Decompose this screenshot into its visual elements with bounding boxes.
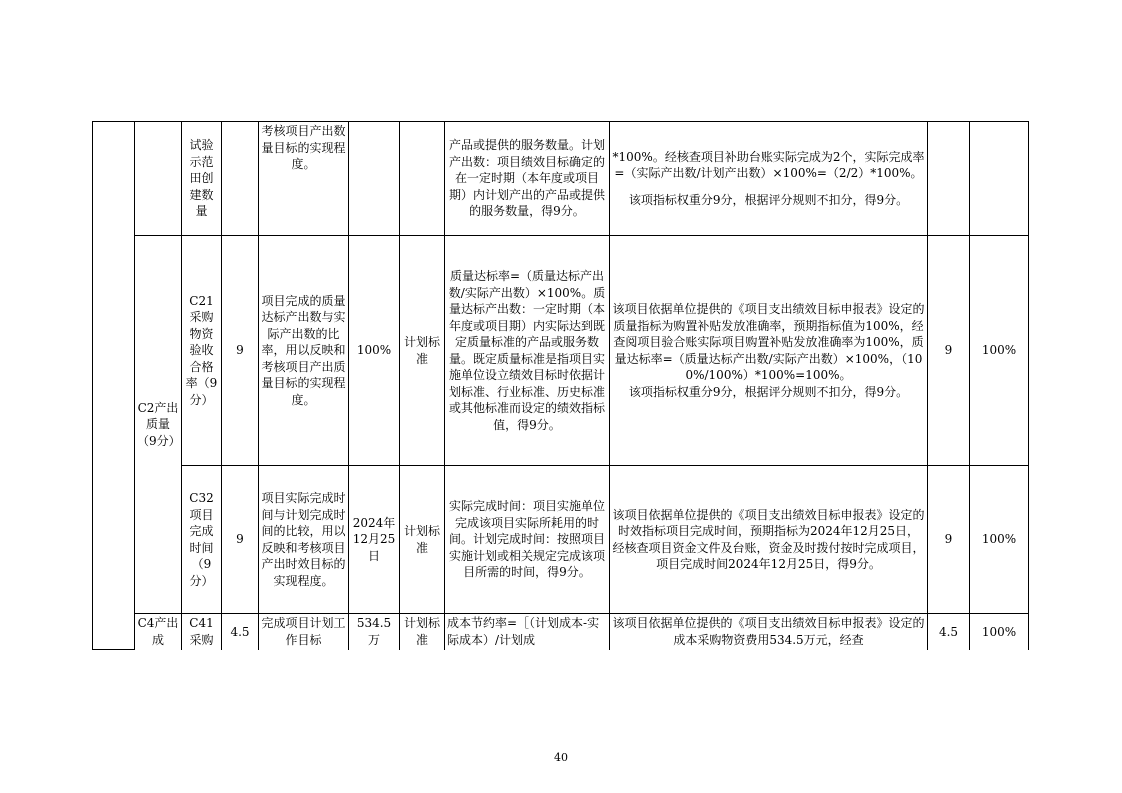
- scoring-rule-cell: 成本节约率=［（计划成本-实际成本）/计划成: [445, 614, 610, 650]
- evaluation-score-note: 该项指标权重分9分，根据评分规则不扣分，得9分。: [628, 192, 909, 207]
- target-value-cell: 534.5万: [349, 614, 400, 650]
- first-level-indicator-cell: [93, 122, 135, 650]
- evaluation-finding-text: 该项目依据单位提供的《项目支出绩效目标申报表》设定的质量指标为购置补贴发放准确率，预期指标值为100%，经查阅项目验合账实际项目购置补贴发放准确率为100%，质量达标率=（质量达标产出数/实际产出数）×100%，（100%/100%）*100%=100%。: [612, 302, 925, 382]
- third-level-indicator-cell: 试验示范田创建数量: [182, 122, 222, 236]
- score-rate-cell: 100%: [970, 236, 1029, 466]
- standard-type-cell: 计划标准: [400, 614, 445, 650]
- page-number: 40: [554, 751, 568, 764]
- scoring-rule-cell: 实际完成时间：项目实施单位完成该项目实际所耗用的时间。计划完成时间：按照项目实施计划或相关规定完成该项目所需的时间，得9分。: [445, 466, 610, 614]
- performance-evaluation-table: [92, 121, 1029, 650]
- score-rate-cell: 100%: [970, 466, 1029, 614]
- weight-cell: 9: [222, 466, 259, 614]
- target-value-cell: 2024年12月25日: [349, 466, 400, 614]
- target-value-cell: 100%: [349, 236, 400, 466]
- evaluation-finding-cell: [610, 122, 928, 236]
- standard-type-cell: [400, 122, 445, 236]
- evaluation-finding-text: *100%。经核查项目补助台账实际完成为2个，实际完成率=（实际产出数/计划产出数）×100%=（2/2）*100%。: [612, 149, 925, 181]
- evaluation-finding-cell: 该项目依据单位提供的《项目支出绩效目标申报表》设定的成本采购物资费用534.5万元，经查: [610, 614, 928, 650]
- score-cell: 9: [928, 236, 970, 466]
- indicator-explanation-cell: 项目实际完成时间与计划完成时间的比较，用以反映和考核项目产出时效目标的实现程度。: [259, 466, 349, 614]
- scoring-rule-cell: 产品或提供的服务数量。计划产出数：项目绩效目标确定的在一定时期（本年度或项目期）内计划产出的产品或提供的服务数量，得9分。: [445, 122, 610, 236]
- scoring-rule-cell: 质量达标率=（质量达标产出数/实际产出数）×100%。质量达标产出数：一定时期（本年度或项目期）内实际达到既定质量标准的产品或服务数量。既定质量标准是指项目实施单位设立绩效目标时依据计划标准、行业标准、历史标准或其他标准而设定的绩效指标值，得9分。: [445, 236, 610, 466]
- weight-cell: [222, 122, 259, 236]
- table-row: [93, 122, 1029, 236]
- score-rate-cell: 100%: [970, 614, 1029, 650]
- indicator-explanation-cell: 考核项目产出数量目标的实现程度。: [259, 122, 349, 236]
- score-cell: [928, 122, 970, 236]
- third-level-indicator-cell: C32项目完成时间（9分）: [182, 466, 222, 614]
- indicator-explanation-cell: 完成项目计划工作目标: [259, 614, 349, 650]
- table-row: [93, 236, 1029, 466]
- table-row: [93, 614, 1029, 650]
- indicator-explanation-cell: 项目完成的质量达标产出数与实际产出数的比率，用以反映和考核项目产出质量目标的实现程度。: [259, 236, 349, 466]
- evaluation-score-note: 该项指标权重分9分，根据评分规则不扣分，得9分。: [628, 384, 909, 399]
- score-cell: 4.5: [928, 614, 970, 650]
- weight-cell: 4.5: [222, 614, 259, 650]
- target-value-cell: [349, 122, 400, 236]
- second-level-indicator-cell: [135, 122, 182, 236]
- evaluation-finding-cell: [610, 236, 928, 466]
- standard-type-cell: 计划标准: [400, 236, 445, 466]
- standard-type-cell: 计划标准: [400, 466, 445, 614]
- table-row: [93, 466, 1029, 614]
- second-level-indicator-cell: C4产出成: [135, 614, 182, 650]
- third-level-indicator-cell: C21采购物资验收合格率（9分）: [182, 236, 222, 466]
- score-rate-cell: [970, 122, 1029, 236]
- score-cell: 9: [928, 466, 970, 614]
- weight-cell: 9: [222, 236, 259, 466]
- second-level-indicator-cell: C2产出质量（9分）: [135, 236, 182, 614]
- third-level-indicator-cell: C41采购: [182, 614, 222, 650]
- evaluation-finding-cell: 该项目依据单位提供的《项目支出绩效目标申报表》设定的时效指标项目完成时间，预期指标为2024年12月25日，经核查项目资金文件及台账，资金及时拨付按时完成项目，项目完成时间2024年12月25日，得9分。: [610, 466, 928, 614]
